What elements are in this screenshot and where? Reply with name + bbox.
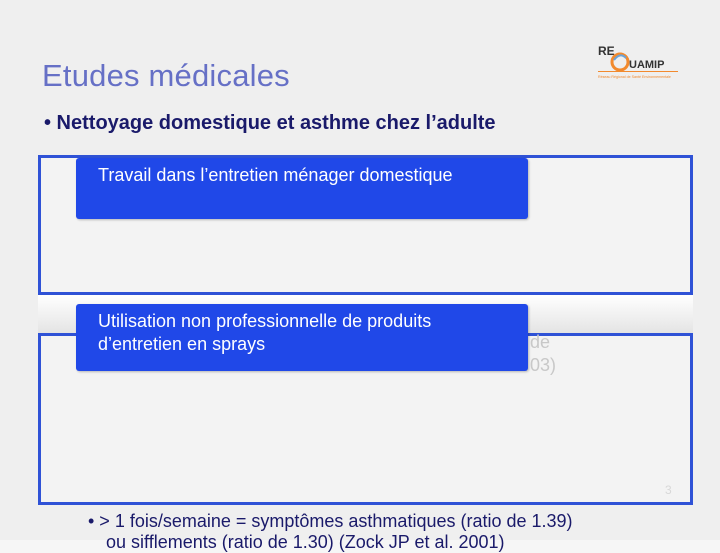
hidden-text-fragment-1: de	[530, 332, 551, 352]
hidden-text-fragment-2: 03)	[530, 355, 557, 375]
svg-text:Réseau Régional de Santé Envir: Réseau Régional de Santé Environnementale	[598, 75, 671, 79]
requamip-logo	[594, 42, 682, 84]
slide-title: Etudes médicales	[42, 58, 290, 93]
slide-subtitle: • Nettoyage domestique et asthme chez l’adulte	[44, 112, 496, 134]
bullet-line-2: ou sifflements (ratio de 1.30) (Zock JP et al. 2001)	[106, 532, 505, 552]
page-number: 3	[665, 483, 672, 497]
svg-text:UAMIP: UAMIP	[629, 59, 665, 71]
callout-domestic-cleaning-work: Travail dans l’entretien ménager domestique	[76, 158, 528, 219]
svg-text:RE: RE	[598, 44, 615, 58]
bullet-line-1: • > 1 fois/semaine = symptômes asthmatiques (ratio de 1.39)	[88, 511, 573, 531]
callout-spray-products-use: Utilisation non professionnelle de produits d’entretien en sprays	[76, 304, 528, 371]
